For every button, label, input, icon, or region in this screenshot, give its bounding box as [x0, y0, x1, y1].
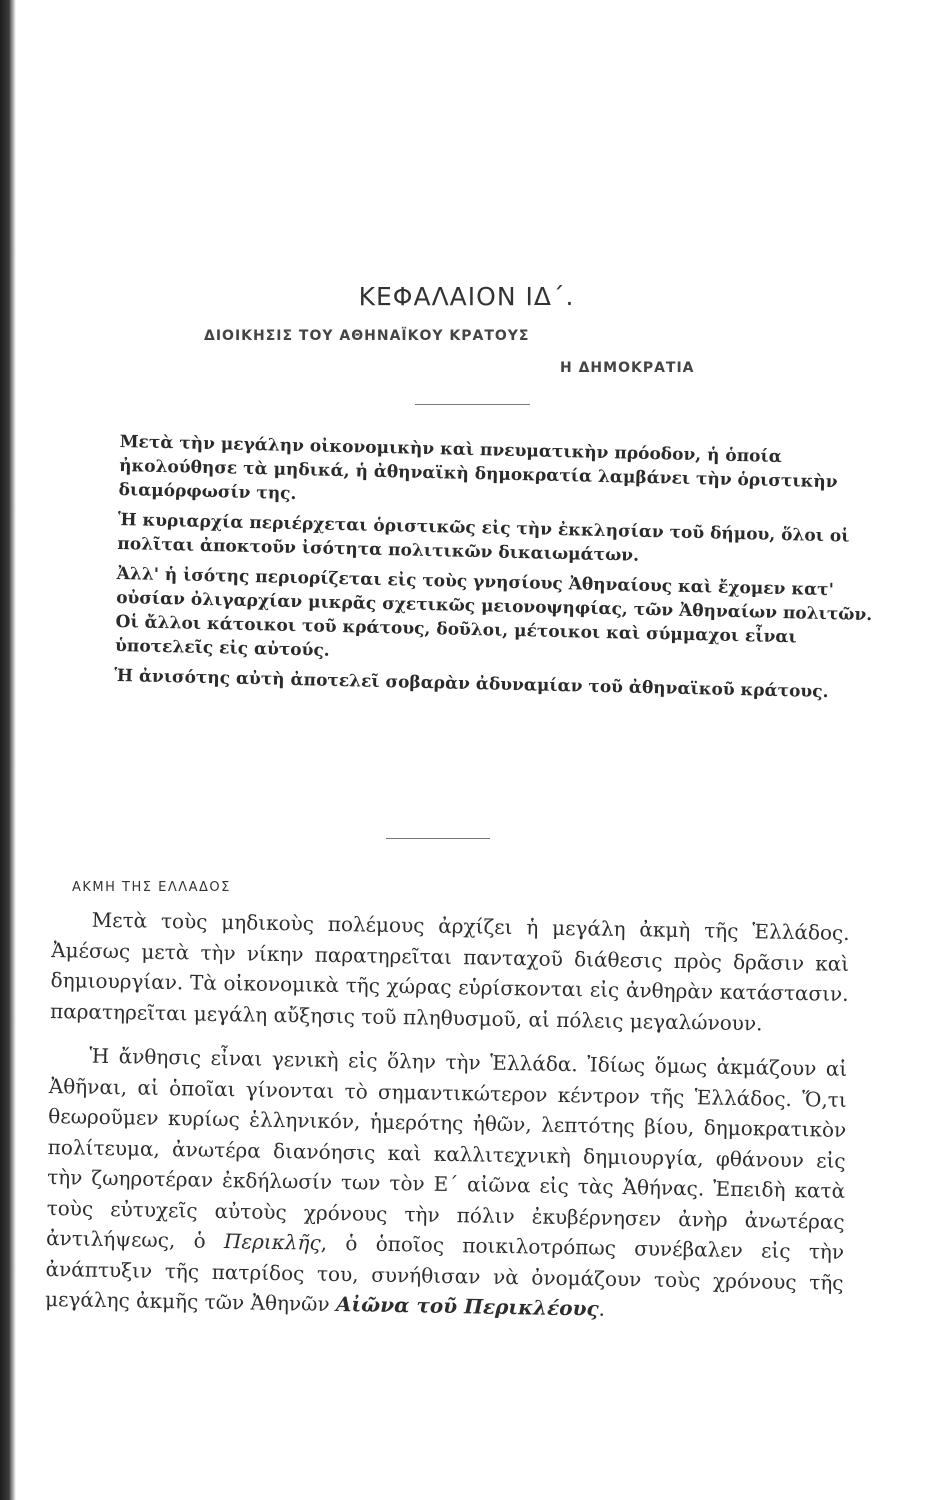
summary-paragraph: Ἀλλ' ἡ ἰσότης περιορίζεται εἰς τοὺς γνησίους Ἀθηναίους καὶ ἔχομεν κατ' οὐσίαν ὀλιγαρχίαν μικρᾶς σχετικῶς μειονοψηφίας, τῶν Ἀθηναίων πολιτῶν. Οἱ ἄλλοι κάτοικοι τοῦ κράτους, δοῦλοι, μέτοικοι καὶ σύμμαχοι εἶναι ὑποτελεῖς εἰς αὐτούς.	[114, 563, 873, 661]
pericles-name: Περικλῆς	[223, 1229, 321, 1255]
chapter-subtitle: ΔΙΟΙΚΗΣΙΣ ΤΟΥ ΑΘΗΝΑΪΚΟΥ ΚΡΑΤΟΥΣ	[204, 328, 530, 344]
chapter-subtitle-second-line: Η ΔΗΜΟΚΡΑΤΙΑ	[560, 360, 695, 376]
summary-paragraph: Ἡ ἀνισότης αὐτὴ ἀποτελεῖ σοβαρὰν ἀδυναμίαν τοῦ ἀθηναϊκοῦ κράτους.	[114, 665, 829, 703]
age-of-pericles-emphasis: Αἰῶνα τοῦ Περικλέους	[335, 1292, 599, 1321]
body-text-run: .	[598, 1296, 606, 1321]
body-text-run: Ἡ ἄνθησις εἶναι γενικὴ εἰς ὅλην τὴν Ἑλλάδα. Ἰδίως ὅμως ἀκμάζουν αἱ Ἀθῆναι, αἱ ὁποῖαι γίνονται τὸ σημαντικώτερον κέντρον τῆς Ἑλλάδος. Ὅ,τι θεωροῦμεν κυρίως ἑλληνικόν, ἡμερότης ἠθῶν, λεπτότης βίου, δημοκρατικὸν πολίτευμα, ἀνωτέρα διανόησις καὶ καλλιτεχνικὴ δημιουργία, φθάνουν εἰς τὴν ζωηροτέραν ἐκδήλωσίν των τὸν Ε΄ αἰῶνα εἰς τὰς Ἀθήνας. Ἐπειδὴ κατὰ τοὺς εὐτυχεῖς αὐτοὺς χρόνους τὴν πόλιν ἐκυβέρνησεν ἀνὴρ ἀνωτέρας ἀντιλήψεως, ὁ	[45, 1043, 848, 1253]
chapter-summary	[114, 430, 890, 711]
section-heading: ΑΚΜΗ ΤΗΣ ΕΛΛΑΔΟΣ	[72, 880, 231, 895]
divider-rule	[415, 404, 530, 405]
page-binding-edge	[0, 0, 16, 1500]
body-text-run: , ὁ ὁποῖος ποικιλοτρόπως συνέβαλεν εἰς τὴν ἀνάπτυξιν τῆς πατρίδος του, συνήθισαν νὰ ὀνομάζουν τοὺς χρόνους τῆς μεγάλης ἀκμῆς τῶν Ἀθηνῶν	[44, 1230, 845, 1316]
section-body	[45, 904, 850, 1328]
body-paragraph: Μετὰ τοὺς μηδικοὺς πολέμους ἀρχίζει ἡ μεγάλη ἀκμὴ τῆς Ἑλλάδος. Ἀμέσως μετὰ τὴν νίκην παρατηρεῖται πανταχοῦ διάθεσις πρὸς δρᾶσιν καὶ δημιουργίαν. Τὰ οἰκονομικὰ τῆς χώρας εὑρίσκονται εἰς ἀνθηρὰν κατάστασιν. παρατηρεῖται μεγάλη αὔξησις τοῦ πληθυσμοῦ, αἱ πόλεις μεγαλώνουν.	[49, 907, 850, 1035]
body-paragraph	[45, 1040, 848, 1328]
summary-paragraph: Ἡ κυριαρχία περιέρχεται ὁριστικῶς εἰς τὴν ἐκκλησίαν τοῦ δήμου, ὅλοι οἱ πολῖται ἀποκτοῦν ἰσότητα πολιτικῶν δικαιωμάτων.	[117, 509, 850, 566]
summary-paragraph: Μετὰ τὴν μεγάλην οἰκονομικὴν καὶ πνευματικὴν πρόοδον, ἡ ὁποία ἠκολούθησε τὰ μηδικά, ἡ ἀθηναϊκὴ δημοκρατία λαμβάνει τὴν ὁριστικὴν διαμόρφωσίν της.	[118, 431, 838, 505]
divider-rule	[386, 838, 490, 839]
chapter-title: ΚΕΦΑΛΑΙΟΝ ΙΔ΄.	[358, 282, 575, 311]
